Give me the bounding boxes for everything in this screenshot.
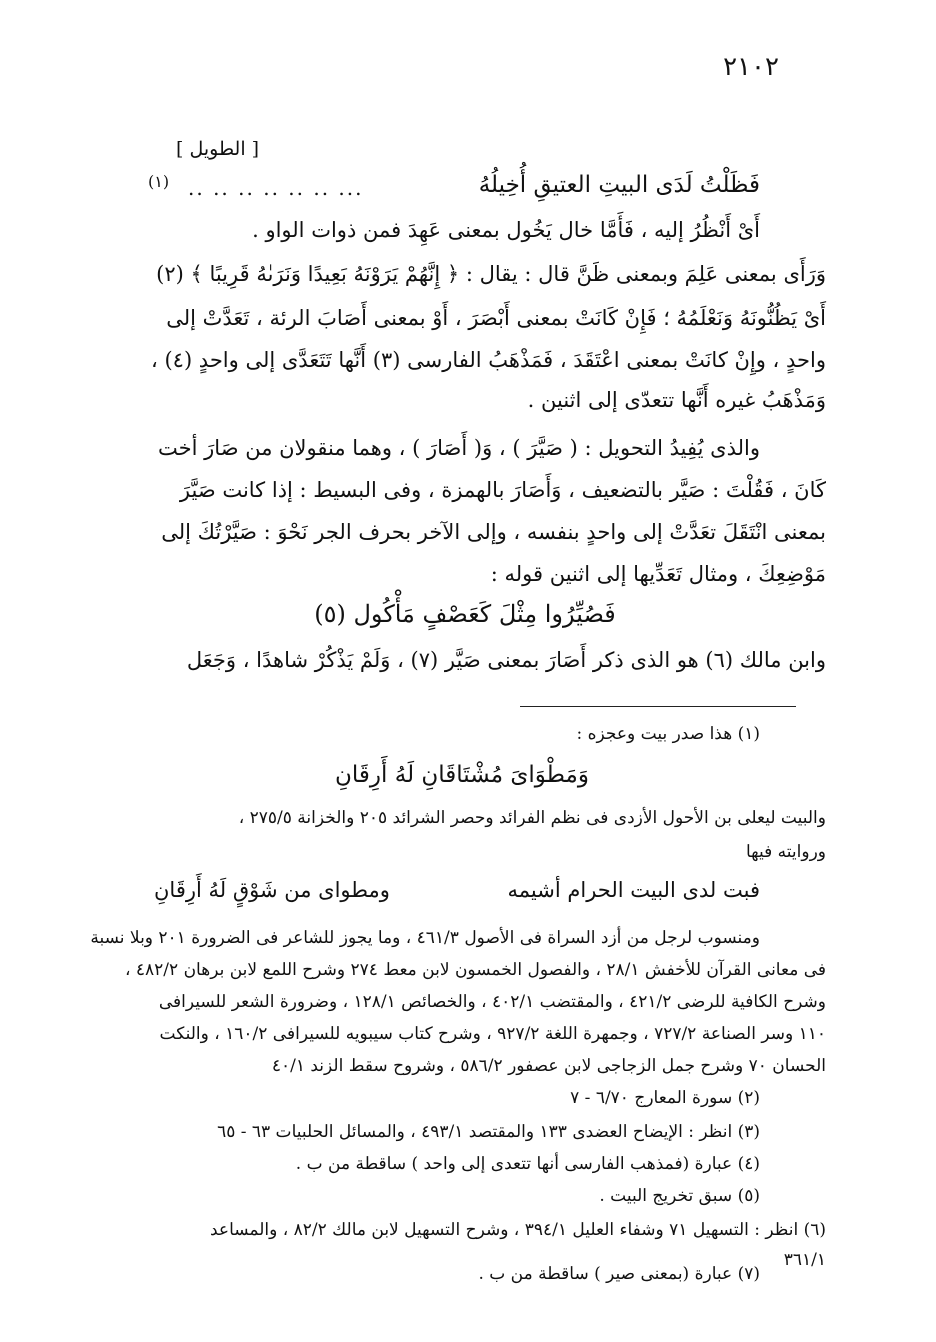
footnote-2: (٢) سورة المعارج ٦/٧٠ - ٧ (570, 1088, 760, 1108)
body-line: كَانَ ، فَقُلْتَ : صَيَّر بالتضعيف ، وَأَصَارَ بالهمزة ، وفى البسيط : إذا كانت صَيَّرَ (179, 478, 826, 502)
footnote-5: (٥) سبق تخريج البيت . (599, 1186, 760, 1206)
footnote-1-hemistich: وَمَطْوَاىَ مُشْتَاقَانِ لَهُ أَرِقَانِ (335, 762, 589, 788)
footnote-1-line: ومنسوب لرجل من أزد السراة فى الأصول ٤٦١/٣ ، وما يجوز للشاعر فى الضرورة ٢٠١ وبلا نسبة (90, 928, 760, 948)
footnote-1-line: وشرح الكافية للرضى ٤٢١/٢ ، والمقتضب ٤٠٢/١ ، والخصائص ١٢٨/١ ، وضرورة الشعر للسيرافى (158, 992, 826, 1012)
body-line: وابن مالك (٦) هو الذى ذكر أَصَارَ بمعنى صَيَّر (٧) ، وَلَمْ يَذْكُرْ شاهدًا ، وَجَعَل (186, 648, 826, 672)
body-line: وَمَذْهَبُ غيره أَنَّها تتعدّى إلى اثنين . (527, 388, 826, 412)
footnote-7: (٧) عبارة (بمعنى صير ) ساقطة من ب . (478, 1264, 760, 1284)
meter-label: [ الطويل ] (176, 138, 260, 160)
body-line: مَوْضِعِكَ ، ومثال تَعَدِّيها إلى اثنين قوله : (490, 562, 826, 586)
footnote-1-source-cont: وروايته فيها (745, 842, 826, 862)
body-line: أَىْ يَظُنُّونَهُ وَنَعْلَمُهُ ؛ فَإِنْ كَانَتْ بمعنى أَبْصَرَ ، أَوْ بمعنى أَصَابَ الرئة ، تَعَدَّتْ إلى (166, 306, 826, 330)
footnote-6-cont: ٣٦١/١ (783, 1250, 826, 1270)
page-number: ٢١٠٢ (723, 52, 779, 82)
body-line: والذى يُفِيدُ التحويل : ( صَيَّرَ ) ، وَ( أَصَارَ ) ، وهما منقولان من صَارَ أخت (158, 436, 760, 460)
footnote-1-line: ١١٠ وسر الصناعة ٧٢٧/٢ ، وجمهرة اللغة ٩٢٧/٢ ، وشرح كتاب سيبويه للسيرافى ١٦٠/٢ ، والنكت (159, 1024, 826, 1044)
body-line: واحدٍ ، وإِنْ كانَتْ بمعنى اعْتَقَدَ ، فَمَذْهَبُ الفارسى (٣) أَنَّها تَتَعَدَّى إلى واحدٍ (٤) ، (151, 348, 826, 372)
body-line: بمعنى انْتَقَلَ تعَدَّتْ إلى واحدٍ بنفسه ، وإلى الآخر بحرف الجر نَحْوَ : صَيَّرْتُكَ إلى (161, 520, 826, 544)
footnote-1-variant-right: فبت لدى البيت الحرام أشيمه (507, 878, 760, 902)
verse-first-half: فَظَلْتُ لَدَى البيتِ العتيقِ أُخِيلُهُ (478, 172, 760, 198)
body-line: وَرَأَى بمعنى عَلِمَ وبمعنى ظَنَّ قال : يقال : ﴿ إِنَّهُمْ يَرَوْنَهُ بَعِيدًا وَنَرَىٰهُ قَرِيبًا ﴾ (٢) (156, 262, 826, 286)
footnote-marker: (١) (148, 172, 170, 191)
quoted-hemistich: فَصُيِّرُوا مِثْلَ كَعَصْفٍ مَأْكُول (٥) (314, 600, 616, 628)
footnote-divider (520, 706, 796, 707)
footnote-1-source: والبيت ليعلى بن الأحول الأزدى فى نظم الفرائد وحصر الشرائد ٢٠٥ والخزانة ٢٧٥/٥ ، (238, 808, 826, 828)
body-line: أَىْ أَنْظُرُ إليه ، فَأَمَّا خال يَخُول بمعنى عَهِدَ فمن ذوات الواو . (252, 218, 760, 242)
verse-second-half-dots: .. .. .. .. .. .. ... (188, 176, 364, 200)
footnote-4: (٤) عبارة (فمذهب الفارسى أنها تتعدى إلى واحد ) ساقطة من ب . (295, 1154, 760, 1174)
footnote-1-variant-left: ومطواى من شَوْقٍ لَهُ أَرِقَانِ (154, 878, 390, 902)
verse-line (110, 172, 760, 208)
footnote-3: (٣) انظر : الإيضاح العضدى ١٣٣ والمقتصد ٤٩٣/١ ، والمسائل الحلبيات ٦٣ - ٦٥ (217, 1122, 760, 1142)
footnote-1-intro: (١) هذا صدر بيت وعجزه : (576, 724, 760, 744)
footnote-6: (٦) انظر : التسهيل ٧١ وشفاء العليل ٣٩٤/١ ، وشرح التسهيل لابن مالك ٨٢/٢ ، والمساعد (210, 1220, 826, 1240)
footnote-1-line: الحسان ٧٠ وشرح جمل الزجاجى لابن عصفور ٥٨٦/٢ ، وشروح سقط الزند ٤٠/١ (271, 1056, 826, 1076)
footnote-1-line: فى معانى القرآن للأخفش ٢٨/١ ، والفصول الخمسون لابن معط ٢٧٤ وشرح اللمع لابن برهان ٤٨٢/٢ ، (125, 960, 826, 980)
